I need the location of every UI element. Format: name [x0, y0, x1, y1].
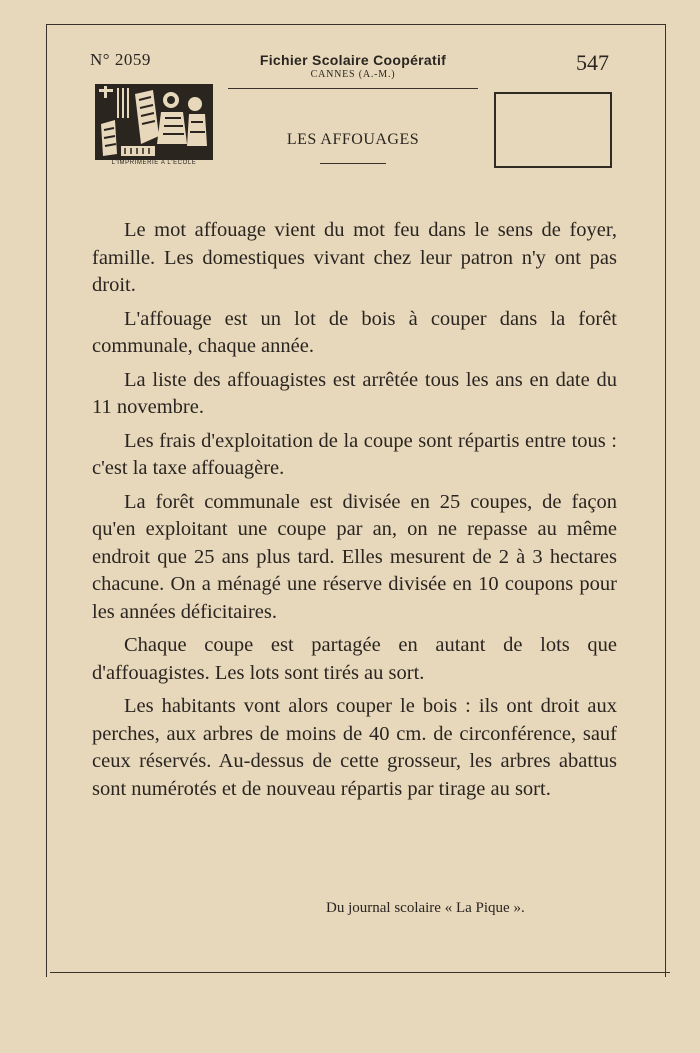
classification-box	[494, 92, 612, 168]
card-title: LES AFFOUAGES	[286, 131, 420, 148]
logo-caption: L'IMPRIMERIE A L'ECOLE	[111, 160, 197, 166]
body-text	[92, 217, 617, 809]
source-credit: Du journal scolaire « La Pique ».	[326, 900, 525, 916]
publisher-city: CANNES (A.-M.)	[310, 69, 396, 80]
paragraph: Chaque coupe est partagée en autant de lots que d'affouagistes. Les lots sont tirés au sort.	[92, 634, 617, 684]
paragraph: Les frais d'exploitation de la coupe sont répartis entre tous : c'est la taxe affouagère.	[92, 429, 617, 479]
publisher-rule	[228, 88, 478, 89]
page-number: 547	[576, 50, 609, 75]
paragraph: La liste des affouagistes est arrêtée tous les ans en date du 11 novembre.	[92, 368, 617, 418]
bottom-rule	[50, 972, 670, 973]
paragraph: Le mot affouage vient du mot feu dans le sens de foyer, famille. Les domestiques vivant chez leur patron n'y ont pas droit.	[92, 219, 617, 296]
publisher-name: Fichier Scolaire Coopératif	[259, 52, 447, 68]
woodcut-logo	[95, 84, 213, 160]
card-number: N° 2059	[90, 50, 151, 69]
paragraph: L'affouage est un lot de bois à couper dans la forêt communale, chaque année.	[92, 307, 617, 357]
paragraph: Les habitants vont alors couper le bois : ils ont droit aux perches, aux arbres de moins de 40 cm. de circonférence, sauf ceux réservés. Au-dessus de cette grosseur, les arbres abattus sont numérotés et de nouveau répartis par tirage au sort.	[92, 695, 617, 800]
publisher	[228, 52, 478, 80]
paragraph: La forêt communale est divisée en 25 coupes, de façon qu'en exploitant une coupe par an, on ne repasse au même endroit que 25 ans plus tard. Elles mesurent de 2 à 3 hectares chacune. On a ménagé une réserve divisée en 10 coupons pour les années déficitaires.	[92, 490, 617, 623]
title-rule	[320, 163, 386, 164]
